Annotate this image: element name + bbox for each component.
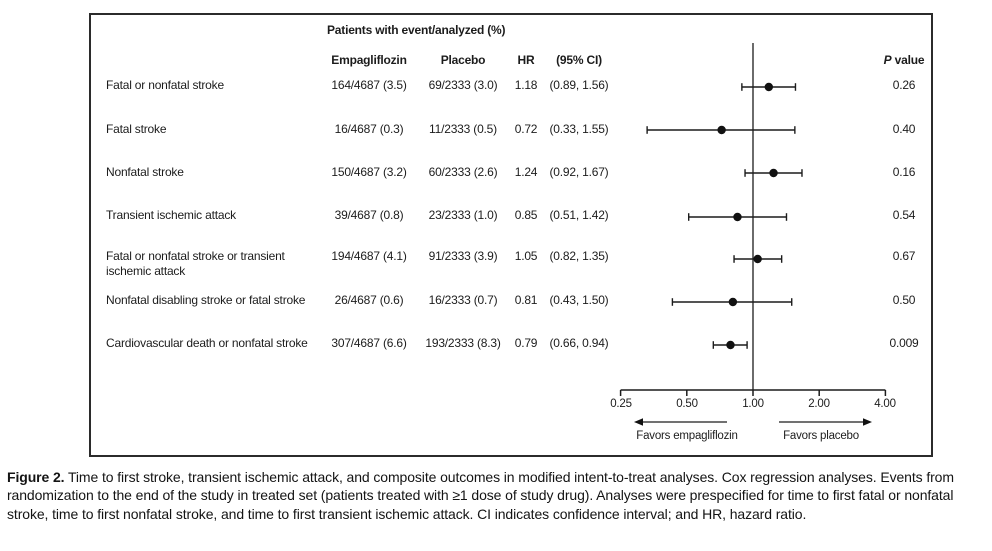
p-value: 0.16 <box>892 165 916 179</box>
x-tick-label: 0.50 <box>676 398 698 410</box>
hr-value: 1.05 <box>514 249 538 263</box>
table-row <box>0 78 992 94</box>
outcome-label: Nonfatal disabling stroke or fatal stroke <box>106 293 306 307</box>
placebo-value: 69/2333 (3.0) <box>428 78 498 92</box>
x-tick-label: 1.00 <box>742 398 764 410</box>
ci-value: (0.66, 0.94) <box>549 336 609 350</box>
ci-value: (0.82, 1.35) <box>549 249 609 263</box>
ci-value: (0.89, 1.56) <box>549 78 609 92</box>
x-tick-label: 0.25 <box>610 398 632 410</box>
column-header-empagliflozin: Empagliflozin <box>331 53 407 67</box>
ci-value: (0.51, 1.42) <box>549 208 609 222</box>
p-value-header-rest: value <box>891 53 925 67</box>
p-value: 0.50 <box>892 293 916 307</box>
hr-value: 0.72 <box>514 122 538 136</box>
ci-value: (0.33, 1.55) <box>549 122 609 136</box>
column-header-ci: (95% CI) <box>556 53 602 67</box>
p-value: 0.26 <box>892 78 916 92</box>
table-row <box>0 249 992 278</box>
column-header-p-value <box>884 53 925 68</box>
placebo-value: 193/2333 (8.3) <box>425 336 501 350</box>
favors-empagliflozin-label: Favors empagliflozin <box>636 430 738 442</box>
placebo-value: 11/2333 (0.5) <box>429 122 497 136</box>
ci-value: (0.92, 1.67) <box>549 165 609 179</box>
outcome-label: Transient ischemic attack <box>106 208 236 222</box>
figure-caption-label: Figure 2. <box>7 469 65 485</box>
placebo-value: 16/2333 (0.7) <box>428 293 498 307</box>
empagliflozin-value: 307/4687 (6.6) <box>331 336 407 350</box>
column-header-placebo: Placebo <box>440 53 486 67</box>
hr-value: 1.18 <box>514 78 538 92</box>
placebo-value: 91/2333 (3.9) <box>428 249 498 263</box>
table-row <box>0 165 992 181</box>
p-value: 0.54 <box>892 208 916 222</box>
hr-value: 0.79 <box>514 336 538 350</box>
table-row <box>0 208 992 224</box>
outcome-label: Fatal or nonfatal stroke or transient ischemic attack <box>106 249 285 278</box>
outcome-label: Fatal stroke <box>106 122 167 136</box>
figure-caption-text: Time to first stroke, transient ischemic attack, and composite outcomes in modified intent-to-treat analyses. Cox regression analyses. Events from randomization to the end of the study in treated set (patients treated with ≥1 dose of study drug). Analyses were prespecified for time to first fatal or nonfatal stroke, time to first nonfatal stroke, and time to first transient ischemic attack. CI indicates confidence interval; and HR, hazard ratio. <box>7 469 954 522</box>
outcome-label: Fatal or nonfatal stroke <box>106 78 224 92</box>
table-row <box>0 122 992 138</box>
empagliflozin-value: 164/4687 (3.5) <box>331 78 407 92</box>
x-tick-label: 4.00 <box>874 398 896 410</box>
figure-caption <box>7 468 987 523</box>
p-value-header-italic: P <box>883 53 892 67</box>
empagliflozin-value: 26/4687 (0.6) <box>334 293 404 307</box>
empagliflozin-value: 16/4687 (0.3) <box>334 122 404 136</box>
p-value: 0.009 <box>889 336 919 350</box>
hr-value: 0.85 <box>514 208 538 222</box>
column-header-hr: HR <box>517 53 535 67</box>
favors-placebo-label: Favors placebo <box>783 430 859 442</box>
outcome-label: Nonfatal stroke <box>106 165 184 179</box>
table-group-header: Patients with event/analyzed (%) <box>327 23 506 37</box>
hr-value: 1.24 <box>514 165 538 179</box>
outcome-label: Cardiovascular death or nonfatal stroke <box>106 336 308 350</box>
placebo-value: 60/2333 (2.6) <box>428 165 498 179</box>
x-tick-label: 2.00 <box>808 398 830 410</box>
hr-value: 0.81 <box>514 293 538 307</box>
ci-value: (0.43, 1.50) <box>549 293 609 307</box>
empagliflozin-value: 150/4687 (3.2) <box>331 165 407 179</box>
empagliflozin-value: 194/4687 (4.1) <box>331 249 407 263</box>
table-row <box>0 336 992 352</box>
p-value: 0.67 <box>892 249 916 263</box>
p-value: 0.40 <box>892 122 916 136</box>
table-row <box>0 293 992 309</box>
empagliflozin-value: 39/4687 (0.8) <box>334 208 404 222</box>
placebo-value: 23/2333 (1.0) <box>428 208 498 222</box>
